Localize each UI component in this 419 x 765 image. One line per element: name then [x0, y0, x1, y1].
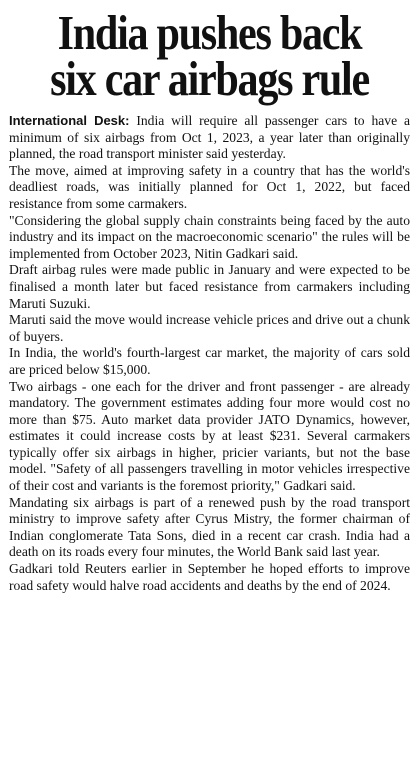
article-paragraph	[9, 113, 410, 163]
article-paragraph: Draft airbag rules were made public in January and were expected to be finalised a month later but faced resistance from carmakers including Maruti Suzuki.	[9, 262, 410, 311]
lead-text: India will require all passenger cars to have a minimum of six airbags from Oct 1, 2023, a year later than originally planned, the road transport minister said yesterday.	[9, 113, 410, 162]
article-paragraph: In India, the world's fourth-largest car market, the majority of cars sold are priced below $15,000.	[9, 345, 410, 377]
headline-line-1: India pushes back	[57, 5, 362, 60]
headline	[29, 5, 389, 106]
headline-line-2: six car airbags rule	[50, 51, 369, 106]
article-paragraph: Gadkari told Reuters earlier in September he hoped efforts to improve road safety would halve road accidents and deaths by the end of 2024.	[9, 561, 410, 593]
article-body	[9, 113, 410, 594]
article-paragraph: Maruti said the move would increase vehicle prices and drive out a chunk of buyers.	[9, 312, 410, 344]
article-paragraph: Two airbags - one each for the driver and front passenger - are already mandatory. The government estimates adding four more would cost no more than $75. Auto market data provider JATO Dynamics, however, estimates it could increase costs by at least $231. Several carmakers typically offer six airbags in higher, pricier variants, but not the base model. "Safety of all passengers travelling in motor vehicles irrespective of their cost and variants is the foremost priority," Gadkari said.	[9, 378, 410, 494]
dateline: International Desk:	[9, 113, 130, 128]
article-paragraph: The move, aimed at improving safety in a country that has the world's deadliest roads, was initially planned for Oct 1, 2022, but faced resistance from some carmakers.	[9, 162, 410, 211]
article-paragraph: Mandating six airbags is part of a renewed push by the road transport ministry to improve safety after Cyrus Mistry, the former chairman of Indian conglomerate Tata Sons, died in a recent car crash. India had a death on its roads every four minutes, the World Bank said last year.	[9, 494, 410, 560]
article-paragraph: "Considering the global supply chain constraints being faced by the auto industry and its impact on the macroeconomic scenario" the rules will be implemented from October 2023, Nitin Gadkari said.	[9, 212, 410, 261]
